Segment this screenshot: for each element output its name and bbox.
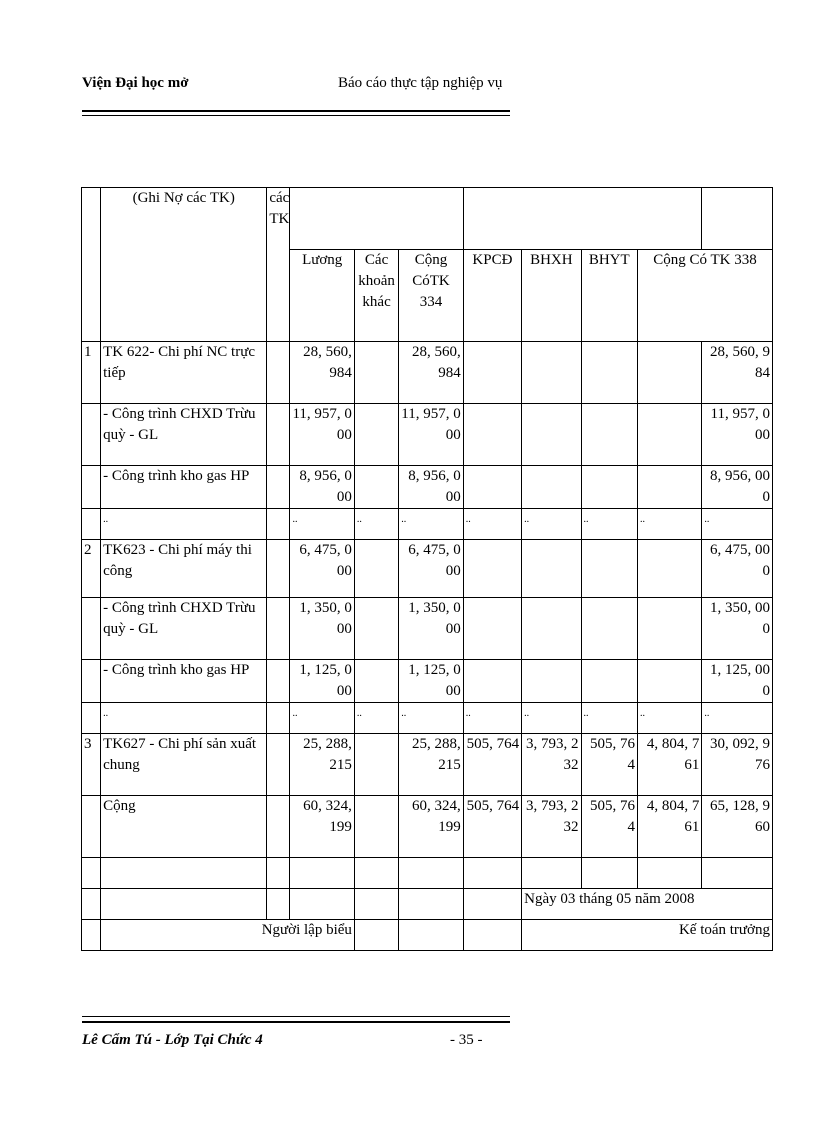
row-number: 2 [82, 540, 101, 598]
total-value: 30, 092, 976 [702, 734, 773, 796]
kpcd-value: 505, 764 [463, 734, 521, 796]
ellipsis: .. [702, 509, 773, 540]
total-value: 1, 350, 000 [702, 598, 773, 660]
total-value: 11, 957, 000 [702, 404, 773, 466]
luong-value: 8, 956, 000 [290, 466, 354, 509]
kpcd-header: KPCĐ [463, 250, 521, 342]
ellipsis: .. [463, 509, 521, 540]
date-row [82, 889, 773, 920]
stt-header-cell [82, 188, 101, 342]
header-institute: Viện Đại học mở [82, 75, 189, 91]
bhxh-value: 3, 793, 232 [522, 796, 581, 858]
footer-rule-top [82, 1016, 510, 1017]
header-report-title: Báo cáo thực tập nghiệp vụ [338, 75, 503, 91]
total-value: 1, 125, 000 [702, 660, 773, 703]
bhyt-header: BHYT [581, 250, 637, 342]
header-empty-total [702, 188, 773, 250]
bhxh-value: 3, 793, 232 [522, 734, 581, 796]
ellipsis: .. [463, 703, 521, 734]
table-row [82, 404, 773, 466]
cong-334-value: 11, 957, 000 [399, 404, 463, 466]
table-row [82, 540, 773, 598]
payroll-allocation-table [81, 187, 773, 951]
ellipsis: .. [290, 509, 354, 540]
header-empty-group-338 [463, 188, 702, 250]
cong-co-tk338-header: Cộng Có TK 338 [637, 250, 772, 342]
cong-338-value: 4, 804, 761 [637, 734, 701, 796]
ellipsis: .. [290, 703, 354, 734]
account-name: - Công trình CHXD Trừu quỳ - GL [101, 598, 267, 660]
cac-khoan-khac-header: Các khoản khác [354, 250, 398, 342]
account-name: - Công trình kho gas HP [101, 660, 267, 703]
row-number: 1 [82, 342, 101, 404]
signature-row [82, 920, 773, 951]
table-row-total [82, 796, 773, 858]
bhxh-header: BHXH [522, 250, 581, 342]
table-header-row-1 [82, 188, 773, 250]
chief-accountant-signature-label: Kế toán trưởng [522, 920, 773, 951]
ellipsis: .. [581, 509, 637, 540]
table-row [82, 660, 773, 703]
cong-334-value: 8, 956, 000 [399, 466, 463, 509]
report-date: Ngày 03 tháng 05 năm 2008 [522, 889, 773, 920]
ellipsis: .. [581, 703, 637, 734]
kpcd-value: 505, 764 [463, 796, 521, 858]
blank-row [82, 858, 773, 889]
header-empty-group-334 [290, 188, 463, 250]
ellipsis: .. [702, 703, 773, 734]
header-rule-top [82, 110, 510, 112]
ellipsis-row [82, 703, 773, 734]
luong-header: Lương [290, 250, 354, 342]
ellipsis: .. [399, 509, 463, 540]
cong-334-value: 25, 288, 215 [399, 734, 463, 796]
table-row [82, 342, 773, 404]
page-number: - 35 - [450, 1032, 483, 1048]
ellipsis: .. [101, 509, 267, 540]
ellipsis: .. [101, 703, 267, 734]
table-row [82, 598, 773, 660]
ellipsis: .. [522, 509, 581, 540]
cong-334-value: 28, 560, 984 [399, 342, 463, 404]
table-row [82, 734, 773, 796]
ellipsis: .. [399, 703, 463, 734]
row-number: 3 [82, 734, 101, 796]
footer-author: Lê Cẩm Tú - Lớp Tại Chức 4 [82, 1032, 263, 1048]
luong-value: 60, 324, 199 [290, 796, 354, 858]
debit-accounts-header: (Ghi Nợ các TK) [101, 188, 267, 342]
luong-value: 1, 125, 000 [290, 660, 354, 703]
luong-value: 6, 475, 000 [290, 540, 354, 598]
cong-334-value: 6, 475, 000 [399, 540, 463, 598]
cong-334-value: 1, 125, 000 [399, 660, 463, 703]
account-name: - Công trình CHXD Trừu quỳ - GL [101, 404, 267, 466]
total-value: 28, 560, 984 [702, 342, 773, 404]
account-name: - Công trình kho gas HP [101, 466, 267, 509]
ellipsis-row [82, 509, 773, 540]
ellipsis: .. [522, 703, 581, 734]
account-name: TK627 - Chi phí sản xuất chung [101, 734, 267, 796]
total-label: Cộng [101, 796, 267, 858]
ellipsis: .. [354, 703, 398, 734]
total-value: 8, 956, 000 [702, 466, 773, 509]
preparer-signature-label: Người lập biểu [101, 920, 355, 951]
table-row [82, 466, 773, 509]
header-rule-bottom [82, 115, 510, 116]
luong-value: 11, 957, 000 [290, 404, 354, 466]
luong-value: 28, 560, 984 [290, 342, 354, 404]
ellipsis: .. [354, 509, 398, 540]
ellipsis: .. [637, 703, 701, 734]
luong-value: 1, 350, 000 [290, 598, 354, 660]
cong-334-value: 60, 324, 199 [399, 796, 463, 858]
account-name: TK623 - Chi phí máy thi công [101, 540, 267, 598]
cong-co-tk334-header: Cộng CóTK 334 [399, 250, 463, 342]
bhyt-value: 505, 764 [581, 796, 637, 858]
cong-338-value: 4, 804, 761 [637, 796, 701, 858]
tk-header: các TK [267, 188, 290, 342]
cong-334-value: 1, 350, 000 [399, 598, 463, 660]
bhyt-value: 505, 764 [581, 734, 637, 796]
ellipsis: .. [637, 509, 701, 540]
total-value: 6, 475, 000 [702, 540, 773, 598]
total-value: 65, 128, 960 [702, 796, 773, 858]
account-name: TK 622- Chi phí NC trực tiếp [101, 342, 267, 404]
footer-rule-bottom [82, 1021, 510, 1023]
luong-value: 25, 288, 215 [290, 734, 354, 796]
